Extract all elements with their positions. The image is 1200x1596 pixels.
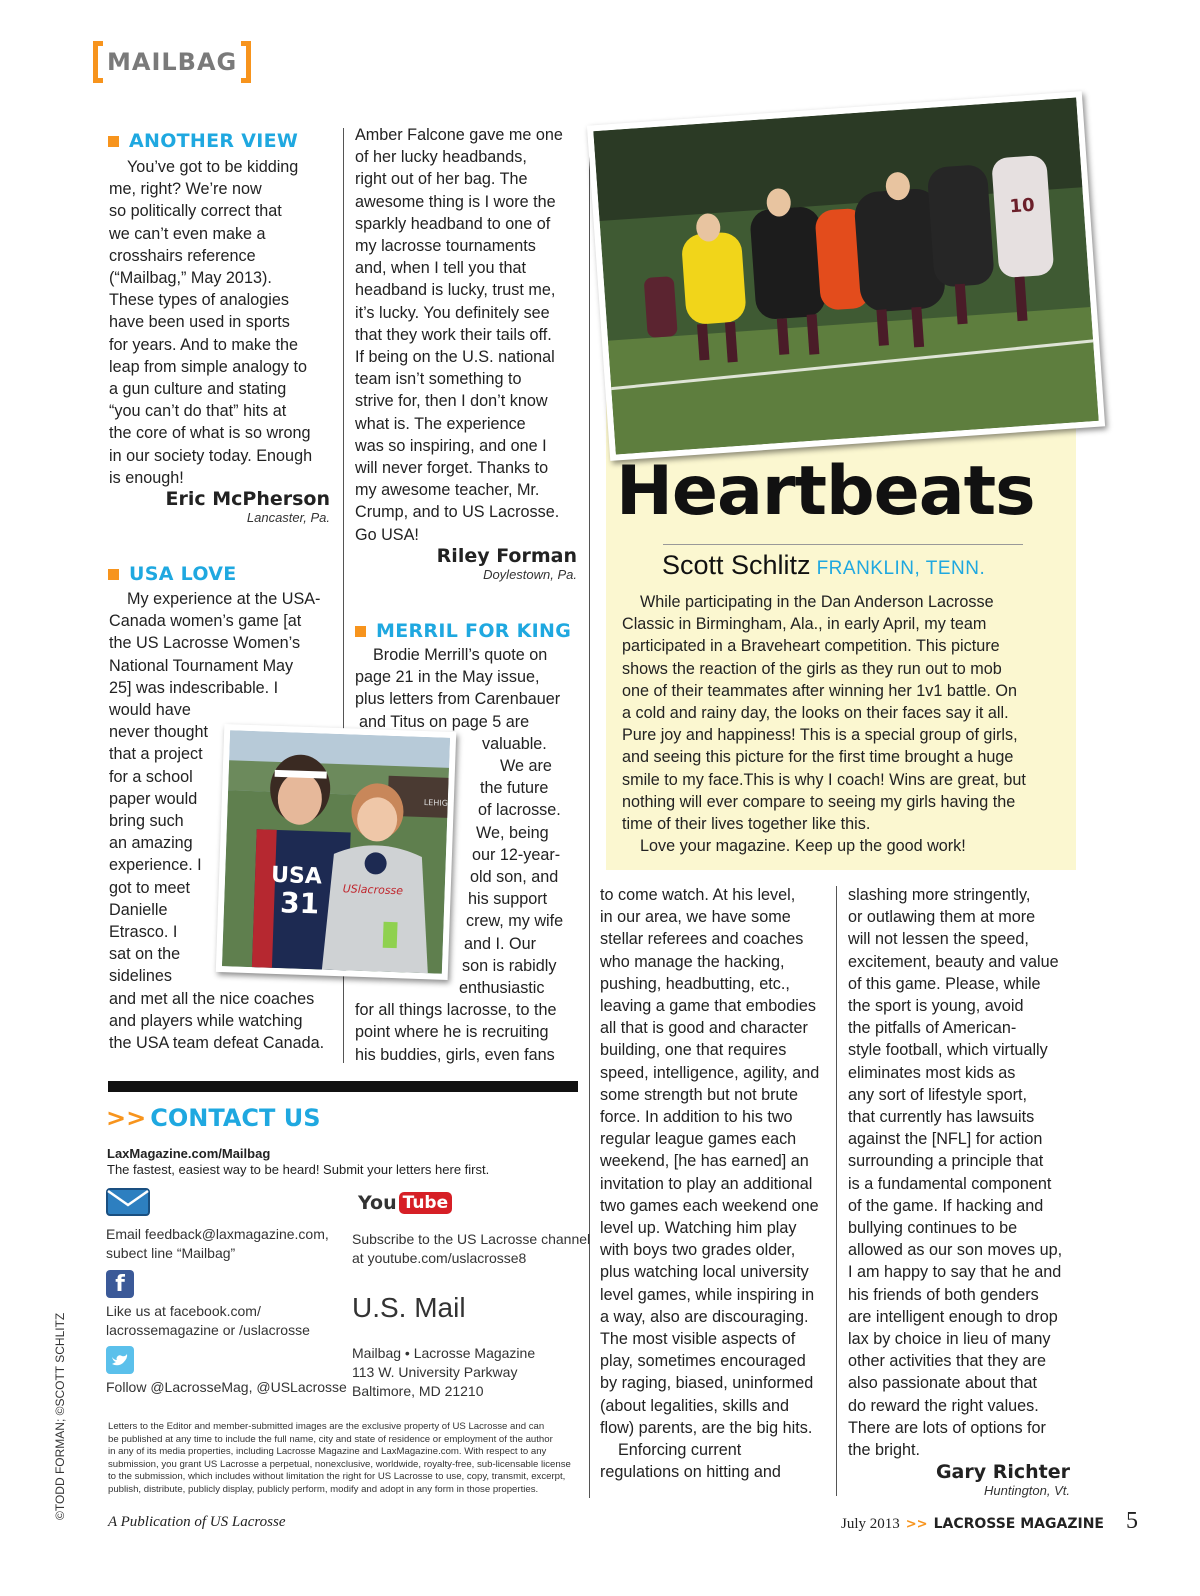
letter-line: We are xyxy=(500,757,552,776)
contact-facebook-text xyxy=(106,1302,310,1340)
footer-publication: A Publication of US Lacrosse xyxy=(108,1514,286,1530)
letter-line: Etrasco. I xyxy=(109,923,178,942)
heading-usa-love: USA LOVE xyxy=(108,563,237,585)
contact-line: 113 W. University Parkway xyxy=(352,1364,518,1380)
letter-line: Canada women’s game [at xyxy=(109,612,302,631)
fine-print-line: submission, you grant US Lacrosse a perpetual, nonexclusive, worldwide, royalty-free, sub-licensable license xyxy=(108,1458,571,1470)
heartbeats-line: Pure joy and happiness! This is a special group of girls, xyxy=(622,726,1018,745)
footer-arrows: >> xyxy=(905,1517,928,1532)
heartbeats-line: smile to my face.This is why I coach! Wins are great, but xyxy=(622,770,1026,789)
letter-line: There are lots of options for xyxy=(848,1418,1046,1437)
contact-email-text xyxy=(106,1225,329,1263)
letter-merril-continued-col3 xyxy=(600,884,830,1483)
letter-line: bring such xyxy=(109,812,184,831)
letter-line: got to meet xyxy=(109,878,190,897)
letter-line: flow) parents, are the big hits. xyxy=(600,1418,813,1437)
banner-text: LEHIG xyxy=(423,798,449,808)
letter-line: The most visible aspects of xyxy=(600,1330,796,1349)
letter-line: his buddies, girls, even fans xyxy=(355,1045,555,1064)
fine-print-line: to the submission, which includes without limitation the right for US Lacrosse to use, copy, transmit, excerpt, xyxy=(108,1471,566,1483)
jersey-usa-text: USA xyxy=(270,862,323,890)
letter-line: (“Mailbag,” May 2013). xyxy=(109,269,272,288)
letter-line: and, when I tell you that xyxy=(355,259,526,278)
letter-line: plus watching local university xyxy=(600,1263,809,1282)
heading-bullet xyxy=(108,136,119,147)
letter-line: of her lucky headbands, xyxy=(355,148,527,167)
letter-line: leaving a game that embodies xyxy=(600,997,816,1016)
letter-line: pushing, headbutting, etc., xyxy=(600,974,790,993)
svg-text:10: 10 xyxy=(1008,194,1036,218)
letter-line: son is rabidly xyxy=(462,956,557,975)
letter-line: sidelines xyxy=(109,967,172,986)
letter-line: 25] was indescribable. I xyxy=(109,678,279,697)
letter-line: that currently has lawsuits xyxy=(848,1108,1035,1127)
photo-team-running-image xyxy=(593,98,1098,455)
contact-divider-bar xyxy=(108,1081,578,1092)
letter-line: eliminates most kids as xyxy=(848,1063,1016,1082)
heartbeats-line: time of their lives together like this. xyxy=(622,815,871,834)
letter-line: bullying continues to be xyxy=(848,1219,1018,1238)
heartbeats-author: Scott Schlitz xyxy=(662,550,811,580)
letter-line: the sport is young, avoid xyxy=(848,997,1024,1016)
letter-line: would have xyxy=(109,701,191,720)
letter-line: and I. Our xyxy=(464,934,536,953)
letter-line: the pitfalls of American- xyxy=(848,1019,1017,1038)
letter-line: the US Lacrosse Women’s xyxy=(109,634,301,653)
letter-line: style football, which virtually xyxy=(848,1041,1048,1060)
contact-twitter-text: Follow @LacrosseMag, @USLacrosse xyxy=(106,1379,347,1395)
letter-line: point where he is recruiting xyxy=(355,1023,549,1042)
letter-line: “you can’t do that” hits at xyxy=(109,402,287,421)
section-header xyxy=(93,40,251,84)
letter-merril-continued-col4 xyxy=(848,884,1078,1461)
contact-tagline: The fastest, easiest way to be heard! Submit your letters here first. xyxy=(107,1162,490,1177)
letter-line: is a fundamental component xyxy=(848,1174,1052,1193)
facebook-icon[interactable]: f xyxy=(106,1270,134,1298)
fine-print-line: Letters to the Editor and member-submitted images are the exclusive property of US Lacrosse and can xyxy=(108,1421,545,1432)
signature-location: Doylestown, Pa. xyxy=(483,567,577,582)
letter-line: regular league games each xyxy=(600,1130,797,1149)
letter-line: of the game. If hacking and xyxy=(848,1196,1044,1215)
column-rule xyxy=(836,886,837,1496)
letter-line: headband is lucky, trust me, xyxy=(355,281,556,300)
letter-line: the future xyxy=(480,779,549,798)
letter-line: will not lessen the speed, xyxy=(848,930,1029,949)
letter-line: against the [NFL] for action xyxy=(848,1130,1043,1149)
letter-line: crew, my wife xyxy=(466,912,564,931)
letter-line: or outlawing them at more xyxy=(848,908,1036,927)
letter-line: so politically correct that xyxy=(109,202,282,221)
letter-line: for years. And to make the xyxy=(109,335,298,354)
contact-line: Subscribe to the US Lacrosse channel xyxy=(352,1231,591,1247)
letter-line: building, one that requires xyxy=(600,1041,787,1060)
contact-url-link[interactable]: LaxMagazine.com/Mailbag xyxy=(107,1146,271,1161)
footer-magazine: LACROSSE MAGAZINE xyxy=(933,1516,1104,1532)
letter-line: a way, also are discouraging. xyxy=(600,1307,809,1326)
letter-line: in our society today. Enough xyxy=(109,446,313,465)
letter-line: You’ve got to be kidding xyxy=(127,158,299,176)
signature-location: Lancaster, Pa. xyxy=(246,510,330,525)
letter-line: weekend, [he has earned] an xyxy=(600,1152,809,1171)
letter-line: Go USA! xyxy=(355,525,419,544)
letter-line: regulations on hitting and xyxy=(600,1463,781,1482)
letter-line: other activities that they are xyxy=(848,1352,1046,1371)
letter-line: leap from simple analogy to xyxy=(109,357,307,376)
letter-line: right out of her bag. The xyxy=(355,170,528,189)
letter-line: level up. Watching him play xyxy=(600,1219,797,1238)
letter-line: sat on the xyxy=(109,945,181,964)
letter-line: allowed as our son moves up, xyxy=(848,1241,1063,1260)
letter-line: our 12-year- xyxy=(472,845,561,864)
letter-line: force. In addition to his two xyxy=(600,1108,793,1127)
photo-credit: ©TODD FORMAN; ©SCOTT SCHLITZ xyxy=(53,1312,67,1520)
column-rule xyxy=(589,128,590,1498)
photo-girls-usa xyxy=(216,724,457,980)
heading-another-view: ANOTHER VIEW xyxy=(108,130,298,152)
letter-line: crosshairs reference xyxy=(109,246,256,265)
letter-line: are intelligent enough to drop xyxy=(848,1307,1058,1326)
fine-print-line: in any of its media properties, including Lacrosse Magazine and LaxMagazine.com. With respect to any xyxy=(108,1446,547,1458)
page-number: 5 xyxy=(1125,1508,1138,1534)
contact-line: at youtube.com/uslacrosse8 xyxy=(352,1250,527,1266)
letter-line: sparkly headband to one of xyxy=(355,214,551,233)
letter-line: all that is good and character xyxy=(600,1019,808,1038)
heartbeats-rule xyxy=(663,544,1023,545)
letter-line: some strength but not brute xyxy=(600,1085,798,1104)
letter-line: My experience at the USA- xyxy=(127,590,321,608)
letter-line: Enforcing current xyxy=(618,1441,742,1460)
letter-line: any sort of lifestyle sport, xyxy=(848,1085,1028,1104)
photo-girls-usa-image xyxy=(222,730,450,974)
heartbeats-title: Heartbeats xyxy=(616,452,1035,531)
letter-line: me, right? We’re now xyxy=(109,180,262,199)
letter-line: I am happy to say that he and xyxy=(848,1263,1062,1282)
letter-line: will never forget. Thanks to xyxy=(355,459,549,478)
letter-line: awesome thing is I wore the xyxy=(355,192,556,211)
letter-line: never thought xyxy=(109,723,208,742)
letter-line: excitement, beauty and value xyxy=(848,952,1059,971)
heartbeats-closing: Love your magazine. Keep up the good work! xyxy=(640,837,966,856)
letter-line: old son, and xyxy=(470,868,559,887)
letter-line: speed, intelligence, agility, and xyxy=(600,1063,820,1082)
signature-name: Eric McPherson xyxy=(165,488,330,510)
letter-line: to come watch. At his level, xyxy=(600,886,796,904)
letter-line: play, sometimes encouraged xyxy=(600,1352,806,1371)
letter-line: level games, while inspiring in xyxy=(600,1285,815,1304)
letter-line: Brodie Merrill’s quote on xyxy=(373,646,548,664)
heartbeats-line: a cold and rainy day, the looks on their faces say it all. xyxy=(622,704,1009,723)
letter-line: who manage the hacking, xyxy=(600,952,785,971)
letter-line: that they work their tails off. xyxy=(355,325,552,344)
heading-bullet xyxy=(108,569,119,580)
letter-line: National Tournament May xyxy=(109,656,294,675)
letter-line: a gun culture and stating xyxy=(109,380,287,399)
letter-line: by raging, biased, uninformed xyxy=(600,1374,814,1393)
letter-line: in our area, we have some xyxy=(600,908,791,927)
heartbeats-line: and seeing this picture for the first time brought a huge xyxy=(622,748,1014,767)
letter-line: for all things lacrosse, to the xyxy=(355,1001,557,1020)
letter-line: was so inspiring, and one I xyxy=(355,436,547,455)
contact-line: Mailbag • Lacrosse Magazine xyxy=(352,1345,536,1361)
contact-line: Email feedback@laxmagazine.com, xyxy=(106,1226,329,1242)
heartbeats-line: shows the reaction of the girls as they run out to mob xyxy=(622,659,1002,678)
bracket-right xyxy=(241,41,251,83)
letter-line: (about legalities, skills and xyxy=(600,1396,789,1415)
jersey-number-text: 31 xyxy=(279,886,320,921)
section-title: MAILBAG xyxy=(107,48,238,76)
letter-line: and Titus on page 5 are xyxy=(359,712,530,731)
photo-team-running xyxy=(587,91,1105,461)
letter-line: for a school xyxy=(109,767,193,786)
letter-line: what is. The experience xyxy=(355,414,526,433)
heading-merril-for-king: MERRIL FOR KING xyxy=(355,620,571,642)
letter-line: If being on the U.S. national xyxy=(355,348,555,367)
letter-line: slashing more stringently, xyxy=(848,886,1031,904)
heading-bullet xyxy=(355,626,366,637)
heartbeats-line: Classic in Birmingham, Ala., in early April, my team xyxy=(622,615,987,634)
letter-line: my awesome teacher, Mr. xyxy=(355,481,540,500)
heartbeats-line: While participating in the Dan Anderson Lacrosse xyxy=(640,593,994,611)
letter-line: it’s lucky. You definitely see xyxy=(355,303,550,322)
youtube-icon[interactable]: You Tube xyxy=(358,1192,452,1214)
envelope-icon[interactable] xyxy=(106,1188,150,1221)
letter-line: Danielle xyxy=(109,900,168,919)
letter-line: team isn’t something to xyxy=(355,370,522,389)
footer-date: July 2013 xyxy=(841,1516,900,1532)
contact-usmail-address xyxy=(352,1344,535,1401)
usmail-title: U.S. Mail xyxy=(352,1292,466,1323)
heartbeats-line: one of their teammates after winning her 1v1 battle. On xyxy=(622,681,1018,700)
shirt-logo-text: USlacrosse xyxy=(342,882,404,898)
letter-line: experience. I xyxy=(109,856,202,875)
signature-location: Huntington, Vt. xyxy=(984,1483,1070,1498)
heartbeats-body xyxy=(622,591,1072,857)
letter-line: and players while watching xyxy=(109,1011,303,1030)
letter-line: with boys two grades older, xyxy=(600,1241,796,1260)
bracket-left xyxy=(93,41,103,83)
letter-line: have been used in sports xyxy=(109,313,290,332)
letter-line: of this game. Please, while xyxy=(848,974,1041,993)
letter-line: Amber Falcone gave me one xyxy=(355,126,563,144)
contact-heading: >> CONTACT US xyxy=(106,1104,321,1132)
letter-line: enthusiastic xyxy=(459,979,545,998)
contact-youtube-text xyxy=(352,1230,590,1268)
letter-line: also passionate about that xyxy=(848,1374,1037,1393)
contact-line: Like us at facebook.com/ xyxy=(106,1303,261,1319)
letter-line: Crump, and to US Lacrosse. xyxy=(355,503,560,522)
letter-line: the USA team defeat Canada. xyxy=(109,1034,325,1053)
letter-line: that a project xyxy=(109,745,203,764)
letter-line: invitation to play an additional xyxy=(600,1174,813,1193)
letter-another-view-body xyxy=(109,156,341,489)
letter-line: my lacrosse tournaments xyxy=(355,237,536,256)
fine-print-line: be published at any time to include the full name, city and state of residence or employment of the author xyxy=(108,1433,553,1445)
letter-line: page 21 in the May issue, xyxy=(355,668,540,687)
footer-masthead xyxy=(841,1508,1138,1535)
letter-line: These types of analogies xyxy=(109,291,289,310)
twitter-icon[interactable] xyxy=(106,1346,134,1374)
heartbeats-line: nothing will ever compare to seeing my girls having the xyxy=(622,792,1016,811)
letter-line: the bright. xyxy=(848,1441,920,1460)
letter-line: two games each weekend one xyxy=(600,1196,819,1215)
signature-name: Riley Forman xyxy=(436,545,577,567)
letter-line: his friends of both genders xyxy=(848,1285,1039,1304)
letter-line: lax by choice in lieu of many xyxy=(848,1330,1051,1349)
letter-line: We, being xyxy=(476,823,549,842)
contact-line: lacrossemagazine or /uslacrosse xyxy=(106,1322,310,1338)
letter-line: plus letters from Carenbauer xyxy=(355,690,561,709)
legal-fine-print xyxy=(108,1421,583,1497)
heartbeats-line: participated in a Braveheart competition. This picture xyxy=(622,637,1000,656)
letter-line: we can’t even make a xyxy=(109,224,266,243)
heartbeats-location: FRANKLIN, TENN. xyxy=(816,558,986,579)
letter-line: surrounding a principle that xyxy=(848,1152,1044,1171)
letter-line: strive for, then I don’t know xyxy=(355,392,548,411)
letter-line: and met all the nice coaches xyxy=(109,989,315,1008)
letter-line: stellar referees and coaches xyxy=(600,930,804,949)
fine-print-line: publish, distribute, publicly display, publicly perform, modify and adopt in any form in those properties. xyxy=(108,1483,539,1495)
letter-usa-love-continued xyxy=(355,124,580,546)
heartbeats-byline xyxy=(662,550,985,581)
contact-line: subect line “Mailbag” xyxy=(106,1245,236,1261)
contact-line: Baltimore, MD 21210 xyxy=(352,1383,484,1399)
letter-line: valuable. xyxy=(482,734,547,753)
contact-heading-arrows: >> xyxy=(106,1104,147,1132)
letter-line: an amazing xyxy=(109,834,193,853)
letter-line: of lacrosse. xyxy=(478,801,561,820)
letter-line: paper would xyxy=(109,789,198,808)
signature-name: Gary Richter xyxy=(935,1461,1070,1483)
letter-line: the core of what is so wrong xyxy=(109,424,311,443)
letter-line: his support xyxy=(468,890,548,909)
letter-line: do reward the right values. xyxy=(848,1396,1039,1415)
letter-line: is enough! xyxy=(109,468,184,487)
